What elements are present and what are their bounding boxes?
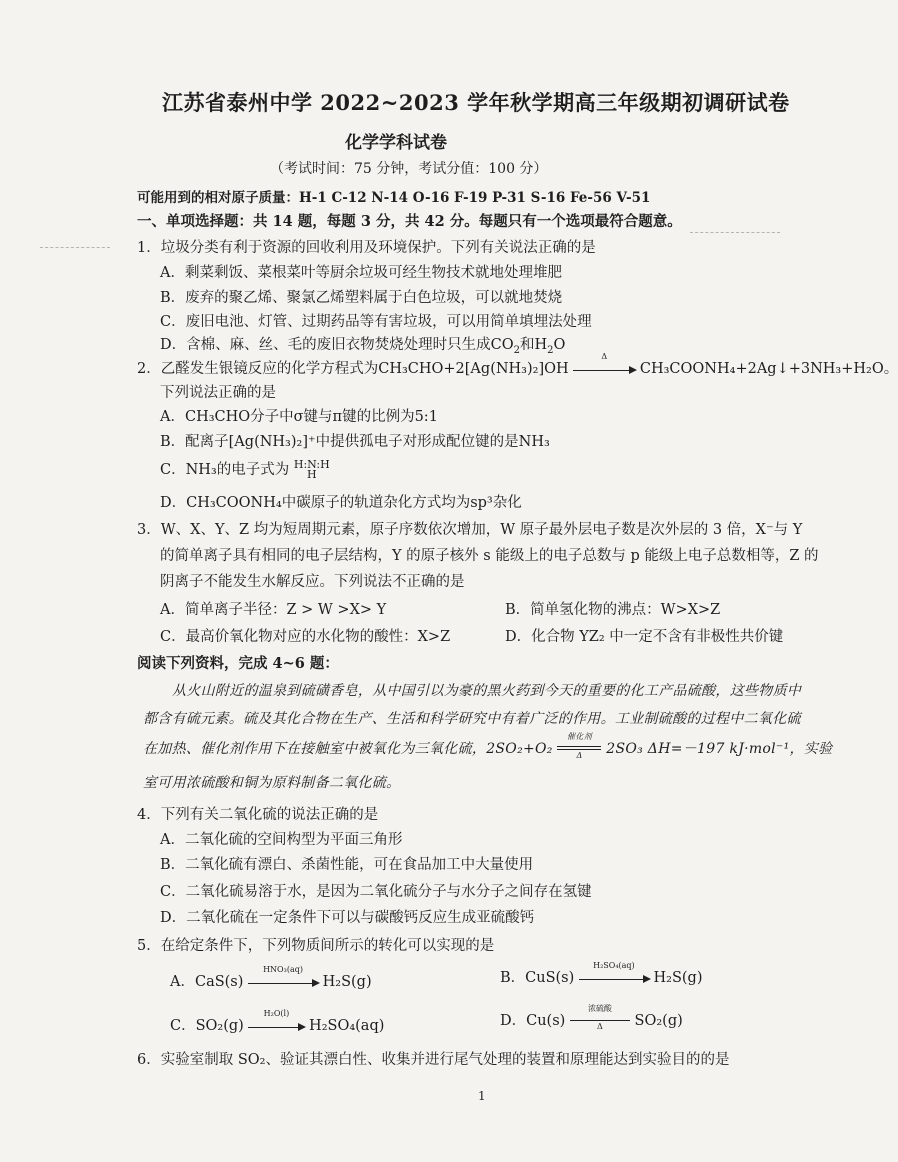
ammonia-lewis-structure: H:N:H H — [293, 458, 330, 481]
q5-option-b: B．CuS(s) H₂SO₄(aq) H₂S(g) — [500, 961, 703, 986]
q3-line-2: 的简单离子具有相同的电子层结构，Y 的原子核外 s 能级上的电子总数与 p 能级上电子总数相等，Z 的 — [160, 548, 819, 564]
conversion-arrow: H₂SO₄(aq) — [579, 970, 649, 986]
q2-stem: 2．乙醛发生银镜反应的化学方程式为CH₃CHO+2[Ag(NH₃)₂]OH Δ CH₃COONH₄+2Ag↓+3NH₃+H₂O。 — [137, 352, 898, 377]
q2-option-d: D．CH₃COONH₄中碳原子的轨道杂化方式均为sp³杂化 — [160, 495, 522, 511]
scan-mark — [40, 247, 110, 248]
q5-option-c: C．SO₂(g) H₂O(l) H₂SO₄(aq) — [170, 1009, 385, 1034]
page-number: 1 — [478, 1089, 486, 1103]
exam-info: （考试时间：75 分钟，考试分值：100 分） — [270, 161, 548, 177]
q5-option-a: A．CaS(s) HNO₃(aq) H₂S(g) — [170, 965, 372, 990]
q3-line-3: 阴离子不能发生水解反应。下列说法不正确的是 — [160, 574, 465, 590]
scan-mark — [690, 232, 780, 233]
conversion-arrow: HNO₃(aq) — [248, 974, 318, 990]
q4-stem: 4．下列有关二氧化硫的说法正确的是 — [137, 807, 379, 823]
q6-stem: 6．实验室制取 SO₂、验证其漂白性、收集并进行尾气处理的装置和原理能达到实验目的的是 — [137, 1052, 730, 1068]
q2-option-b: B．配离子[Ag(NH₃)₂]⁺中提供孤电子对形成配位键的是NH₃ — [160, 434, 550, 450]
reading-line-3: 在加热、催化剂作用下在接触室中被氧化为三氧化硫，2SO₂+O₂ 催化剂 Δ 2SO₃ ΔH=－197 kJ·mol⁻¹，实验 — [143, 732, 833, 760]
q1-option-b: B．废弃的聚乙烯、聚氯乙烯塑料属于白色垃圾，可以就地焚烧 — [160, 290, 563, 306]
q4-option-d: D．二氧化硫在一定条件下可以与碳酸钙反应生成亚硫酸钙 — [160, 910, 535, 926]
q5-stem: 5．在给定条件下，下列物质间所示的转化可以实现的是 — [137, 938, 495, 954]
reaction-arrow: Δ — [573, 361, 635, 377]
subject-title: 化学学科试卷 — [345, 133, 447, 153]
reading-line-4: 室可用浓硫酸和铜为原料制备二氧化硫。 — [143, 775, 401, 791]
q2-option-a: A．CH₃CHO分子中σ键与π键的比例为5:1 — [160, 409, 438, 425]
q1-option-c: C．废旧电池、灯管、过期药品等有害垃圾，可以用简单填埋法处理 — [160, 314, 592, 330]
conversion-arrow: H₂O(l) — [248, 1018, 304, 1034]
q2-option-c: C．NH₃的电子式为 H:N:H H — [160, 458, 330, 481]
q3-option-a: A．简单离子半径：Z > W >X> Y — [160, 602, 387, 618]
atomic-masses: 可能用到的相对原子质量：H-1 C-12 N-14 O-16 F-19 P-31 S-16 Fe-56 V-51 — [137, 190, 651, 206]
reading-line-1: 从火山附近的温泉到硫磺香皂，从中国引以为豪的黑火药到今天的重要的化工产品硫酸，这些物质中 — [172, 683, 802, 699]
q4-option-a: A．二氧化硫的空间构型为平面三角形 — [160, 832, 403, 848]
q1-option-d: D．含棉、麻、丝、毛的废旧衣物焚烧处理时只生成$CO_2$和$H_2O$ — [160, 337, 566, 356]
conversion-arrow: 浓硫酸 Δ — [570, 1011, 630, 1031]
equilibrium-arrow: 催化剂 Δ — [557, 739, 601, 759]
q1-option-a: A．剩菜剩饭、菜根菜叶等厨余垃圾可经生物技术就地处理堆肥 — [160, 265, 562, 281]
q3-option-b: B．简单氢化物的沸点：W>X>Z — [505, 602, 721, 618]
q3-line-1: 3．W、X、Y、Z 均为短周期元素，原子序数依次增加，W 原子最外层电子数是次外层的 3 倍，X⁻与 Y — [137, 522, 803, 538]
q3-option-c: C．最高价氧化物对应的水化物的酸性：X>Z — [160, 629, 451, 645]
exam-title: 江苏省泰州中学 2022~2023 学年秋学期高三年级期初调研试卷 — [162, 90, 790, 115]
reading-heading: 阅读下列资料，完成 4~6 题： — [137, 655, 339, 672]
section1-heading: 一、单项选择题：共 14 题，每题 3 分，共 42 分。每题只有一个选项最符合题意。 — [137, 213, 682, 230]
reading-line-2: 都含有硫元素。硫及其化合物在生产、生活和科学研究中有着广泛的作用。工业制硫酸的过程中二氧化硫 — [143, 711, 801, 727]
q2-stem-2: 下列说法正确的是 — [160, 385, 276, 401]
q5-option-d: D．Cu(s) 浓硫酸 Δ SO₂(g) — [500, 1004, 683, 1031]
q1-stem: 1．垃圾分类有利于资源的回收利用及环境保护。下列有关说法正确的是 — [137, 240, 596, 256]
q3-option-d: D．化合物 YZ₂ 中一定不含有非极性共价键 — [505, 629, 784, 645]
q4-option-c: C．二氧化硫易溶于水，是因为二氧化硫分子与水分子之间存在氢键 — [160, 884, 592, 900]
q4-option-b: B．二氧化硫有漂白、杀菌性能，可在食品加工中大量使用 — [160, 857, 534, 873]
